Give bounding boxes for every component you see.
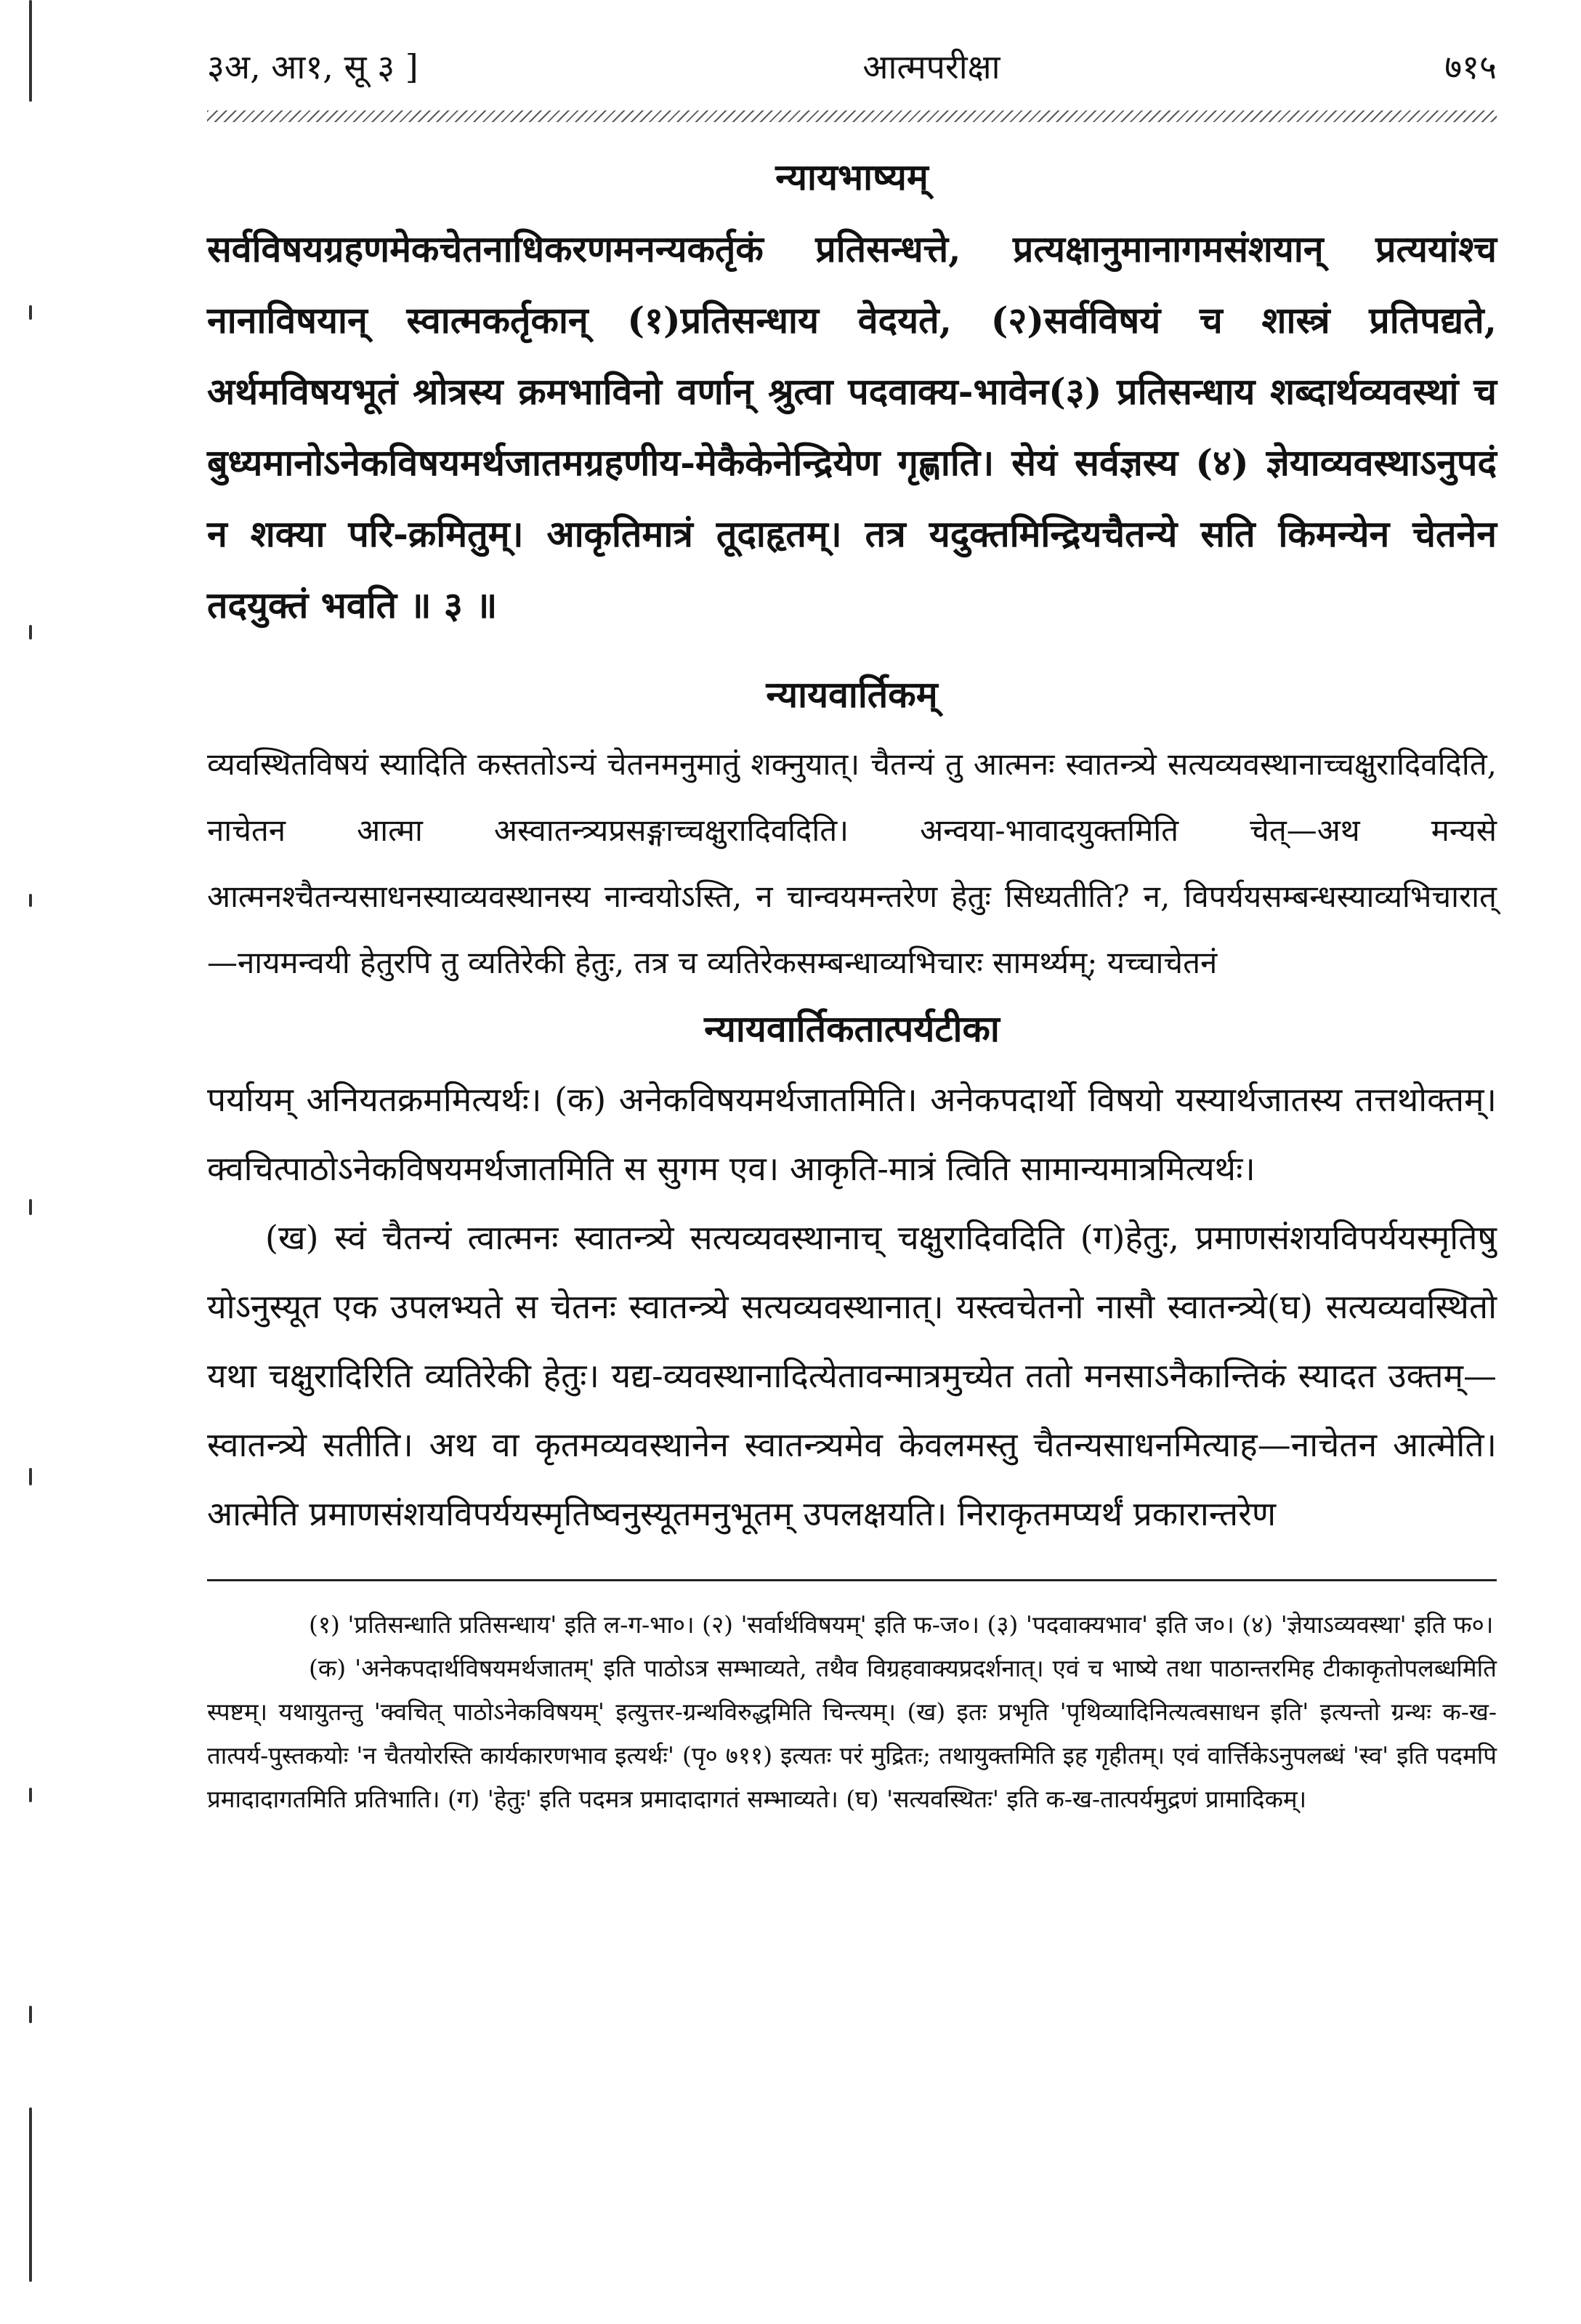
page	[207, 44, 1497, 1821]
footnote-rule	[207, 1579, 1497, 1581]
bhashya-text: सर्वविषयग्रहणमेकचेतनाधिकरणमनन्यकर्तृकं प्रतिसन्धत्ते, प्रत्यक्षानुमानागमसंशयान् प्रत्ययांश्च नानाविषयान् स्वात्मकर्तृकान् (१)प्रतिसन्धाय वेदयते, (२)सर्वविषयं च शास्त्रं प्रतिपद्यते, अर्थमविषयभूतं श्रोत्रस्य क्रमभाविनो वर्णान् श्रुत्वा पदवाक्य-भावेन(३) प्रतिसन्धाय शब्दार्थव्यवस्थां च बुध्यमानोऽनेकविषयमर्थजातमग्रहणीय-मेकैकेनेन्द्रियेण गृह्णाति। सेयं सर्वज्ञस्य (४) ज्ञेयाव्यवस्थाऽनुपदं न शक्या परि-क्रमितुम्। आकृतिमात्रं तूदाहृतम्। तत्र यदुक्तमिन्द्रियचैतन्ये सति किमन्येन चेतनेन तदयुक्तं भवति ॥ ३ ॥	[207, 227, 1497, 626]
vartika-text: व्यवस्थितविषयं स्यादिति कस्ततोऽन्यं चेतनमनुमातुं शक्नुयात्। चैतन्यं तु आत्मनः स्वातन्त्र्ये सत्यव्यवस्थानाच्चक्षुरादिवदिति, नाचेतन आत्मा अस्वातन्त्र्यप्रसङ्गाच्चक्षुरादिवदिति। अन्वया-भावादयुक्तमिति चेत्—अथ मन्यसे आत्मनश्चैतन्यसाधनस्याव्यवस्थानस्य नान्वयोऽस्ति, न चान्वयमन्तरेण हेतुः सिध्यतीति? न, विपर्ययसम्बन्धस्याव्यभिचारात्—नायमन्वयी हेतुरपि तु व्यतिरेकी हेतुः, तत्र च व्यतिरेकसम्बन्धाव्यभिचारः सामर्थ्यम्; यच्चाचेतनं	[207, 746, 1497, 980]
footnote-1: (१) 'प्रतिसन्धाति प्रतिसन्धाय' इति ल-ग-भा०। (२) 'सर्वार्थविषयम्' इति फ-ज०। (३) 'पदवाक्यभाव' इति ज०। (४) 'ज्ञेयाऽव्यवस्था' इति फ०।	[309, 1610, 1494, 1639]
running-header	[207, 44, 1497, 94]
footnote-2: (क) 'अनेकपदार्थविषयमर्थजातम्' इति पाठोऽत्र सम्भाव्यते, तथैव विग्रहवाक्यप्रदर्शनात्। एवं च भाष्ये तथा पाठान्तरमिह टीकाकृतोपलब्धमिति स्पष्टम्। यथायुतन्तु 'क्वचित् पाठोऽनेकविषयम्' इत्युत्तर-ग्रन्थविरुद्धमिति चिन्त्यम्। (ख) इतः प्रभृति 'पृथिव्यादिनित्यत्वसाधन इति' इत्यन्तो ग्रन्थः क-ख-तात्पर्य-पुस्तकयोः 'न चैतयोरस्ति कार्यकारणभाव इत्यर्थः' (पृ० ७११) इत्यतः परं मुद्रितः; तथायुक्तमिति इह गृहीतम्। एवं वार्त्तिकेऽनुपलब्धं 'स्व' इति पदमपि प्रमादादागतमिति प्रतिभाति। (ग) 'हेतुः' इति पदमत्र प्रमादादागतं सम्भाव्यते। (घ) 'सत्यवस्थितः' इति क-ख-तात्पर्यमुद्रणं प्रामादिकम्।	[207, 1654, 1497, 1813]
page-number: ७१५	[1444, 47, 1497, 86]
tika-title: न्यायवार्तिकतात्पर्यटीका	[704, 1007, 1000, 1050]
header-left: ३अ, आ१, सू ३ ]	[207, 47, 418, 86]
header-title: आत्मपरीक्षा	[862, 47, 1000, 86]
header-rule	[207, 110, 1497, 122]
margin-marks	[0, 0, 58, 2324]
vartika-title: न्यायवार्तिकम्	[766, 673, 938, 716]
tika-paragraph-1: पर्यायम् अनियतक्रममित्यर्थः। (क) अनेकविषयमर्थजातमिति। अनेकपदार्थो विषयो यस्यार्थजातस्य तत्तथोक्तम्। क्वचित्पाठोऽनेकविषयमर्थजातमिति स सुगम एव। आकृति-मात्रं त्विति सामान्यमात्रमित्यर्थः।	[207, 1080, 1497, 1188]
bhashya-title: न्यायभाष्यम्	[775, 156, 929, 198]
tika-paragraph-2: (ख) स्वं चैतन्यं त्वात्मनः स्वातन्त्र्ये सत्यव्यवस्थानाच् चक्षुरादिवदिति (ग)हेतुः, प्रमाणसंशयविपर्ययस्मृतिषु योऽनुस्यूत एक उपलभ्यते स चेतनः स्वातन्त्र्ये सत्यव्यवस्थानात्। यस्त्वचेतनो नासौ स्वातन्त्र्ये(घ) सत्यव्यवस्थितो यथा चक्षुरादिरिति व्यतिरेकी हेतुः। यद्य-व्यवस्थानादित्येतावन्मात्रमुच्येत ततो मनसाऽनैकान्तिकं स्यादत उक्तम्—स्वातन्त्र्ये सतीति। अथ वा कृतमव्यवस्थानेन स्वातन्त्र्यमेव केवलमस्तु चैतन्यसाधनमित्याह—नाचेतन आत्मेति। आत्मेति प्रमाणसंशयविपर्ययस्मृतिष्वनुस्यूतमनुभूतम् उपलक्षयति। निराकृतमप्यर्थं प्रकारान्तरेण	[207, 1218, 1497, 1533]
